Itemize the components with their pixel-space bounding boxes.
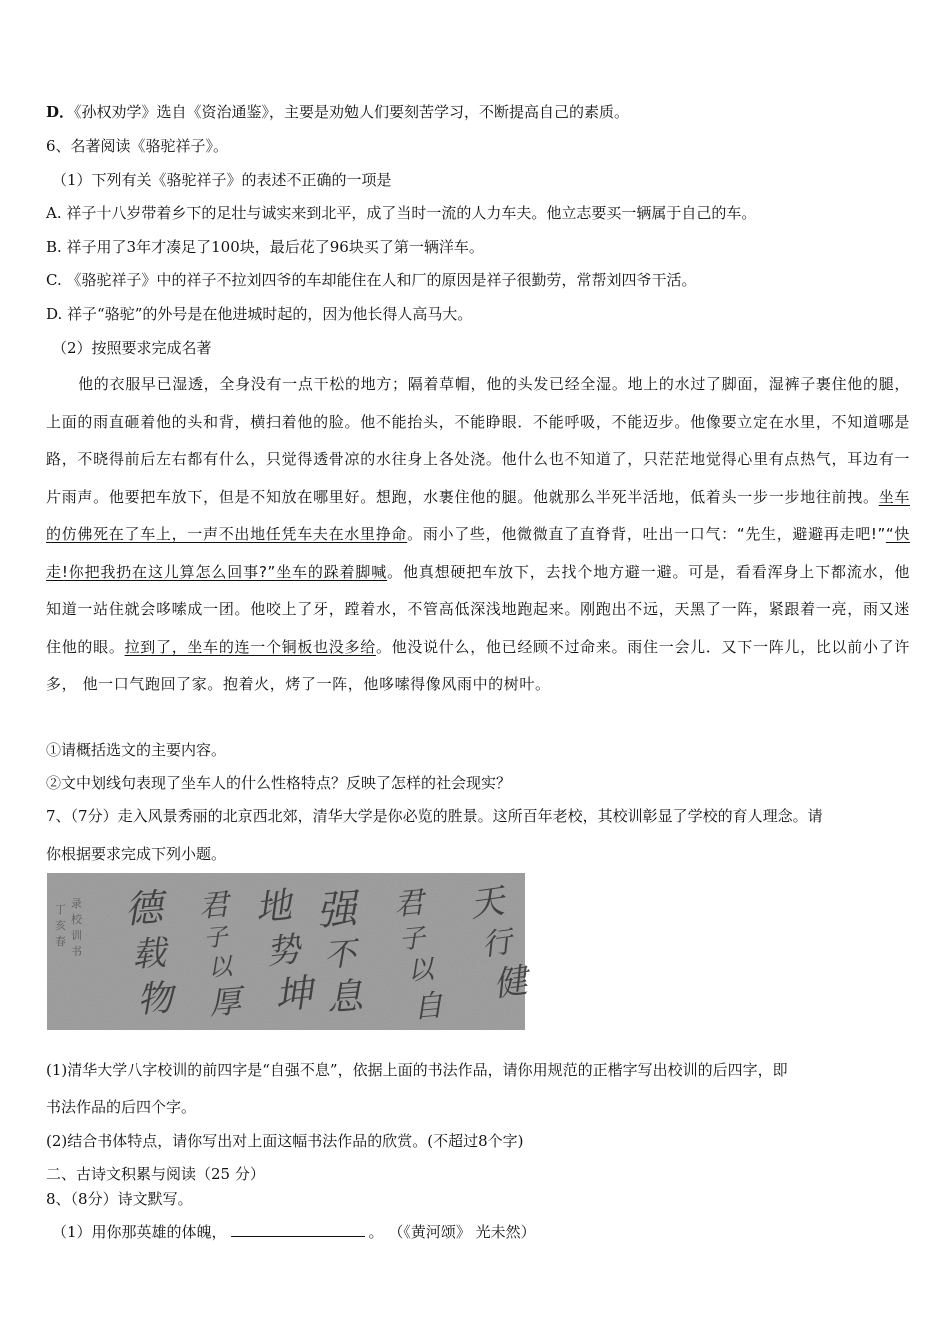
- q6-title: 6、名著阅读《骆驼祥子》。: [46, 137, 229, 155]
- callig-col3-char3: 息: [325, 975, 365, 1020]
- q6-part1: （1）下列有关《骆驼祥子》的表述不正确的一项是: [52, 171, 392, 189]
- q6-option-c: C. 《骆驼祥子》中的祥子不拉刘四爷的车却能住在人和厂的原因是祥子很勤劳，常帮刘四爷干活。: [46, 271, 697, 289]
- callig-col6-char3: 物: [135, 977, 175, 1022]
- q6-option-d: D. 祥子“骆驼”的外号是在他进城时起的，因为他长得人高马大。: [46, 305, 473, 323]
- q7-sub2: (2)结合书体特点，请你写出对上面这幅书法作品的欣赏。(不超过8个字): [46, 1132, 524, 1150]
- callig-col2-char3: 以: [406, 954, 436, 987]
- q8-item1-prefix: （1）用你那英雄的体魄，: [52, 1223, 227, 1241]
- q5-option-d-text: 《孙权劝学》选自《资治通鉴》，主要是劝勉人们要刻苦学习，不断提高自己的素质。: [74, 103, 630, 121]
- callig-col4-char2: 势: [264, 929, 303, 973]
- callig-col4-char3: 坤: [272, 970, 315, 1019]
- callig-col5-char3: 以: [206, 952, 234, 983]
- callig-col5-char4: 厚: [207, 981, 243, 1023]
- callig-col1-char1: 天: [467, 881, 507, 926]
- underlined-sentence-2: “快走!你把我扔在这儿算怎么回事?”坐车的跺着脚喊: [46, 525, 910, 581]
- passage-segment-2: 。雨小了些，他微微直了直脊背，吐出一口气：“先生，避避再走吧!”: [407, 525, 886, 543]
- callig-col5-char2: 子: [202, 922, 229, 953]
- passage-segment-4: 。他没说什么，他已经顾不过命来。雨住一会儿．又下一阵儿，比以前小了许多， 他一口气跑回了家。抱着火，烤了一阵，他哆嗦得像风雨中的树叶。: [46, 637, 910, 693]
- q5-option-d: [46, 102, 629, 122]
- callig-col1-char2: 行: [479, 924, 515, 964]
- q7-sub1-line1: (1)清华大学八字校训的前四字是“自强不息”，依据上面的书法作品，请你用规范的正楷字写出校训的后四字，即: [46, 1061, 788, 1079]
- callig-col2-char1: 君: [392, 885, 426, 923]
- q6-task2: ②文中划线句表现了坐车人的什么性格特点？反映了怎样的社会现实？: [46, 774, 512, 792]
- svg-text:丁: 丁: [55, 903, 66, 916]
- q6-option-a: A. 祥子十八岁带着乡下的足壮与诚实来到北平，成了当时一流的人力车夫。他立志要买一辆属于自己的车。: [46, 204, 757, 222]
- passage-segment-3: 。他真想硬把车放下，去找个地方避一避。可是，看看浑身上下都流水，他知道一站住就会哆嗦成一团。他咬上了牙，蹚着水，不管高低深浅地跑起来。刚跑出不远，天黑了一阵，紧跟着一亮，雨又迷住他的眼。: [46, 562, 910, 656]
- callig-col3-char2: 不: [322, 934, 358, 975]
- q6-option-b: B. 祥子用了3年才凑足了100块，最后花了96块买了第一辆洋车。: [46, 238, 484, 256]
- underlined-sentence-1: 坐车的仿佛死在了车上，一声不出地任凭车夫在水里挣命: [46, 487, 910, 543]
- q6-task1: ①请概括选文的主要内容。: [46, 741, 227, 759]
- q8-title: 8、（8分）诗文默写。: [46, 1190, 193, 1208]
- q8-item1: [52, 1222, 536, 1242]
- callig-col6-char2: 载: [130, 933, 168, 976]
- q5-option-d-letter: D．: [46, 103, 75, 121]
- callig-col6-char1: 德: [123, 885, 165, 932]
- svg-text:书: 书: [71, 945, 82, 958]
- calligraphy-artwork: [47, 873, 530, 1030]
- svg-text:录: 录: [71, 897, 82, 910]
- underlined-sentence-3: 拉到了，坐车的连一个铜板也没多给: [124, 637, 376, 656]
- callig-col1-char3: 健: [490, 960, 530, 1006]
- callig-col4-char1: 地: [253, 885, 294, 930]
- q8-item1-answer-blank[interactable]: [231, 1222, 365, 1237]
- novel-excerpt-passage: [46, 366, 910, 704]
- q7-line1: 7、（7分）走入风景秀丽的北京西北郊，清华大学是你必览的胜景。这所百年老校，其校训彰显了学校的育人理念。请: [46, 807, 823, 825]
- callig-col5-char1: 君: [197, 887, 231, 925]
- callig-col2-char4: 自: [411, 988, 445, 1026]
- svg-text:亥: 亥: [55, 919, 66, 932]
- svg-text:校: 校: [71, 913, 82, 926]
- passage-segment-1: 他的衣服早已湿透，全身没有一点干松的地方；隔着草帽，他的头发已经全湿。地上的水过了脚面，湿裤子裹住他的腿，上面的雨直砸着他的头和背，横扫着他的脸。他不能抬头，不能睁眼．不能呼吸，不能迈步。他像要立定在水里，不知道哪是路，不晓得前后左右都有什么，只觉得透骨凉的水往身上各处浇。他什么也不知道了，只茫茫地觉得心里有点热气，耳边有一片雨声。他要把车放下，但是不知放在哪里好。想跑，水裹住他的腿。他就那么半死半活地，低着头一步一步地往前拽。: [46, 375, 910, 506]
- callig-col2-char2: 子: [397, 923, 427, 956]
- q6-part2: （2）按照要求完成名著: [52, 339, 212, 357]
- q7-line2: 你根据要求完成下列小题。: [46, 845, 227, 863]
- svg-text:训: 训: [71, 929, 82, 942]
- q7-sub1-line2: 书法作品的后四个字。: [46, 1098, 197, 1116]
- svg-text:春: 春: [55, 935, 66, 948]
- q8-item1-suffix: 。 （《黄河颂》 光未然）: [368, 1223, 536, 1241]
- section2-title: 二、古诗文积累与阅读（25 分）: [46, 1165, 265, 1183]
- callig-col3-char1: 强: [315, 886, 359, 935]
